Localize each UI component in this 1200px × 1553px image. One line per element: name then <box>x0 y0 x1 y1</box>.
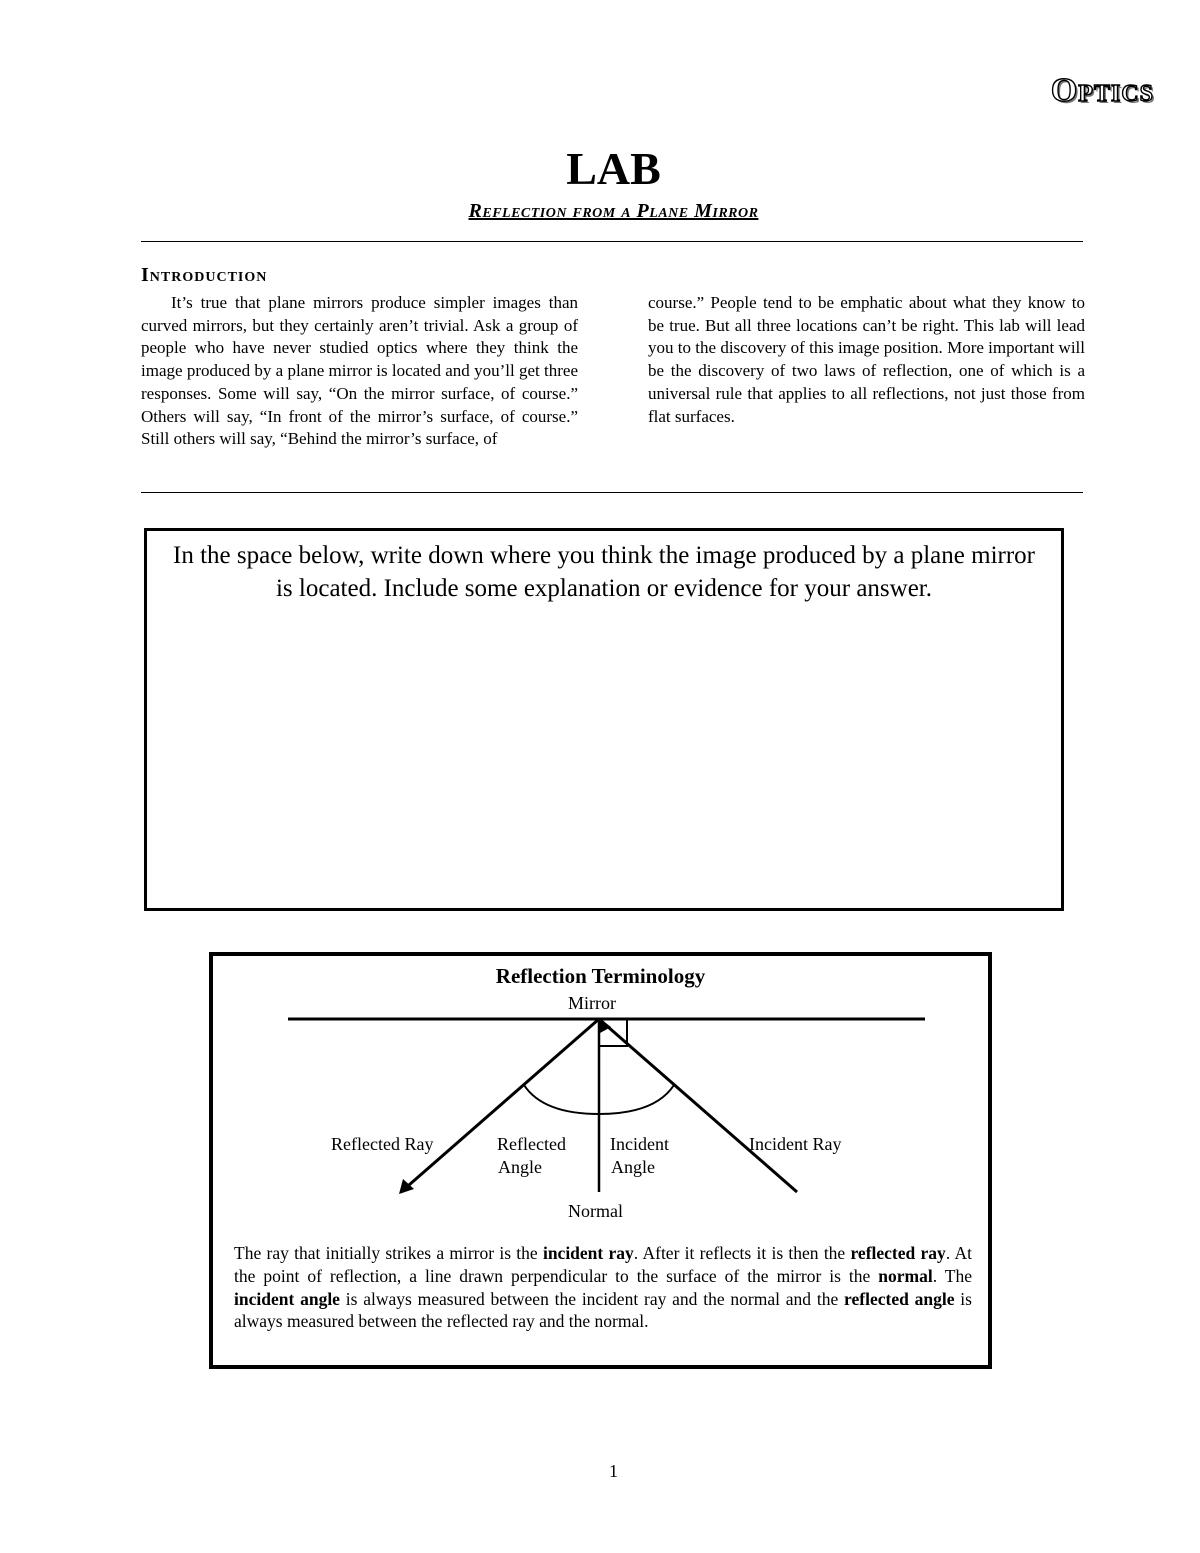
desc-text-1: The ray that initially strikes a mirror is the <box>234 1243 543 1263</box>
term-normal: normal <box>878 1265 933 1286</box>
reflected-angle-label-line1: Reflected <box>497 1134 566 1154</box>
desc-text-2: . After it reflects it is then the <box>633 1243 851 1263</box>
reflected-angle-label-line2: Angle <box>498 1157 542 1177</box>
term-incident-ray: incident ray <box>542 1243 634 1263</box>
term-incident-angle: incident angle <box>234 1288 340 1309</box>
answer-box[interactable] <box>144 528 1064 911</box>
answer-prompt: In the space below, write down where you think the image produced by a plane mirror is located. Include some explanation or evidence for your answer. <box>173 542 1035 602</box>
page-number: 1 <box>609 1461 618 1481</box>
introduction-column-right: course.” People tend to be emphatic about what they know to be true. But all three locations can’t be right. This lab will lead you to the discovery of this image position. More important will be the discovery of two laws of reflection, one of which is a universal rule that applies to all reflections, not just those from flat surfaces. <box>648 293 1085 426</box>
mirror-label: Mirror <box>568 993 616 1013</box>
incident-angle-label-line1: Incident <box>610 1134 669 1154</box>
reflected-angle-arc <box>524 1085 599 1114</box>
terminology-title: Reflection Terminology <box>495 964 706 988</box>
incident-ray-label: Incident Ray <box>749 1134 842 1154</box>
reflected-ray-label: Reflected Ray <box>331 1134 434 1154</box>
introduction-heading: Introduction <box>141 264 268 286</box>
desc-text-5: is always measured between the incident ray and the normal and the <box>339 1288 845 1309</box>
terminology-box <box>209 952 992 1369</box>
normal-label: Normal <box>568 1201 623 1221</box>
term-reflected-angle: reflected angle <box>844 1288 955 1309</box>
page-title: LAB <box>566 143 661 194</box>
incident-angle-arc <box>599 1085 674 1114</box>
term-reflected-ray: reflected ray <box>850 1243 946 1263</box>
desc-text-6: is always measured between the reflected ray and the normal. <box>234 1288 972 1332</box>
section-tag: Optics <box>1050 72 1154 109</box>
desc-text-4: . The <box>932 1265 972 1286</box>
bottom-rule <box>141 492 1083 493</box>
terminology-description <box>234 1242 972 1333</box>
introduction-left-text: It’s true that plane mirrors produce simpler images than curved mirrors, but they certainly aren’t trivial. Ask a group of people who have never studied optics where they think the image produced by a plane mirror is located and you’ll get three responses. Some will say, “On the mirror surface, of course.” Others will say, “In front of the mirror’s surface, of course.” Still others will say, “Behind the mirror’s surface, of <box>141 293 578 449</box>
top-rule <box>141 241 1083 242</box>
desc-text-3: . At the point of reflection, a line drawn perpendicular to the surface of the mirror is the <box>234 1243 973 1286</box>
introduction-column-left <box>141 292 578 451</box>
page-subtitle: Reflection from a Plane Mirror <box>468 200 759 222</box>
incident-angle-label-line2: Angle <box>611 1157 655 1177</box>
